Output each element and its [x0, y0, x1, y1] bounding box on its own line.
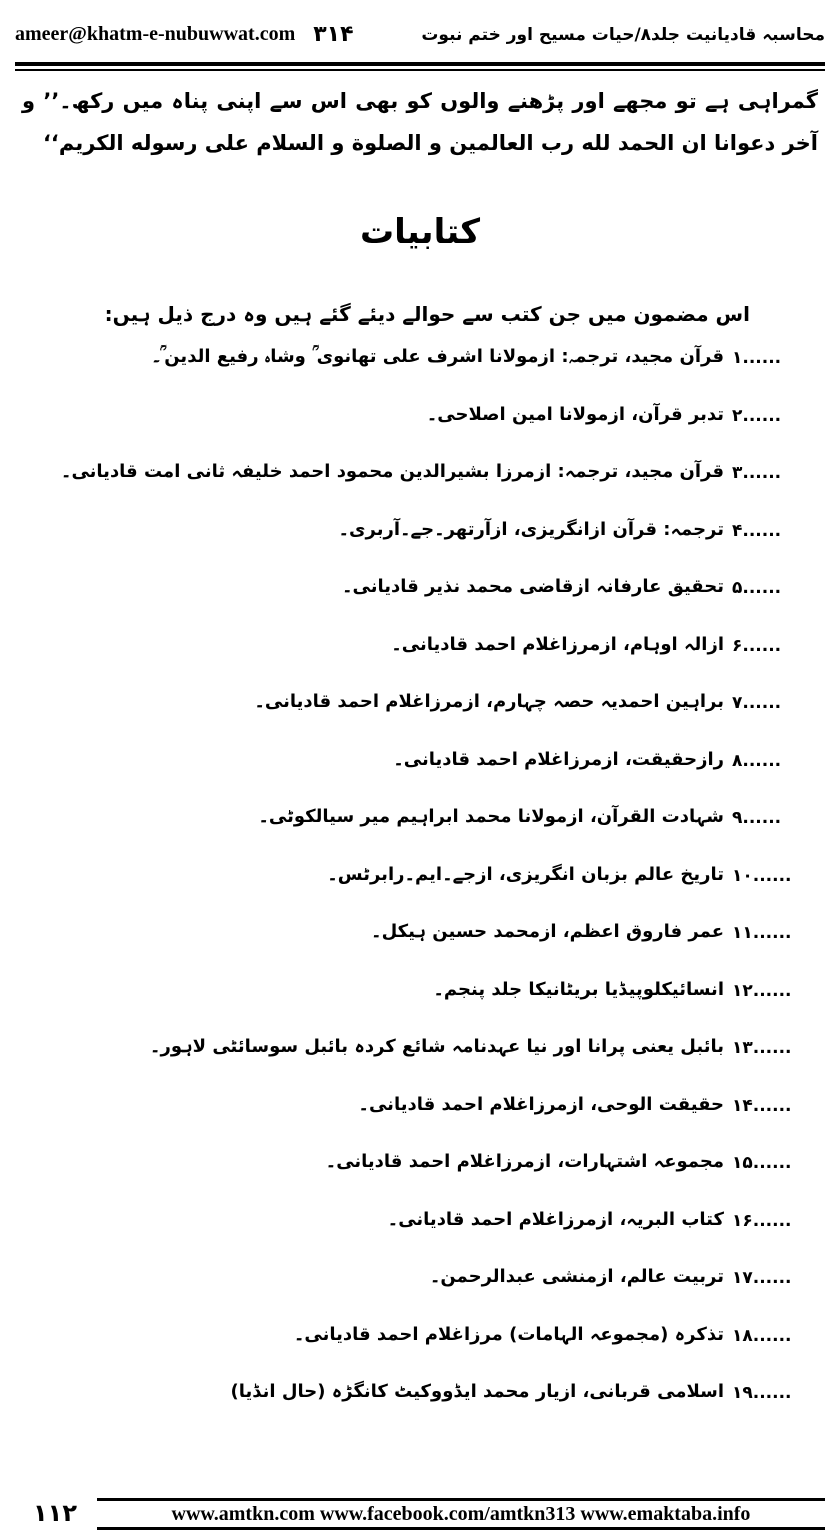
bibliography-item: [0, 400, 840, 440]
bibliography-item: [0, 1320, 840, 1360]
bibliography-item: [0, 802, 840, 842]
bibliography-item: [0, 1032, 840, 1072]
item-text: تاریخ عالم بزبان انگریزی، ازجے۔ایم۔رابرٹس۔: [327, 863, 724, 885]
item-text: کتاب البریہ، ازمرزاغلام احمد قادیانی۔: [387, 1208, 724, 1230]
item-number: ۵......: [732, 578, 782, 598]
item-text: انسائیکلوپیڈیا بریٹانیکا جلد پنجم۔: [433, 978, 724, 1000]
bibliography-item: [0, 572, 840, 612]
item-number: ۱۶......: [732, 1210, 792, 1231]
footer-page-number: ۱۱۲: [33, 1499, 77, 1527]
item-text: تدبر قرآن، ازمولانا امین اصلاحی۔: [426, 403, 724, 425]
footer-urls: www.amtkn.com www.facebook.com/amtkn313 www.emaktaba.info: [171, 1502, 751, 1525]
item-text: ازالہ اوہام، ازمرزاغلام احمد قادیانی۔: [391, 633, 724, 655]
item-number: ۱۲......: [732, 980, 792, 1001]
item-text: ترجمہ: قرآن ازانگریزی، ازآرتھر۔جے۔آربری۔: [338, 518, 724, 540]
footer-bar: [97, 1498, 825, 1530]
item-number: ۸......: [732, 750, 782, 771]
item-number: ۱۰......: [732, 865, 792, 886]
bibliography-item: [0, 1377, 840, 1417]
item-text: تربیت عالم، ازمنشی عبدالرحمن۔: [429, 1266, 724, 1287]
item-number: ۱......: [732, 348, 782, 368]
lead-sentence: اس مضمون میں جن کتب سے حوالے دیئے گئے ہیں وہ درج ذیل ہیں:: [104, 302, 750, 326]
bibliography-item: [0, 342, 840, 382]
item-number: ۱۳......: [732, 1038, 792, 1058]
bibliography-item: [0, 745, 840, 785]
item-text: عمر فاروق اعظم، ازمحمد حسین ہیکل۔: [371, 921, 724, 942]
header-rule-thin: [15, 69, 825, 71]
item-text: اسلامی قربانی، ازیار محمد ایڈووکیٹ کانگڑہ (حال انڈیا): [230, 1381, 724, 1402]
bibliography-item: [0, 687, 840, 727]
item-text: مجموعہ اشتہارات، ازمرزاغلام احمد قادیانی۔: [325, 1151, 724, 1172]
item-number: ۱۱......: [732, 923, 792, 943]
item-number: ۱۸......: [732, 1325, 792, 1346]
item-text: تحقیق عارفانہ ازقاضی محمد نذیر قادیانی۔: [341, 576, 724, 597]
bibliography-item: [0, 975, 840, 1015]
item-number: ۹......: [732, 808, 782, 828]
item-text: قرآن مجید، ترجمہ: ازمولانا اشرف علی تھانوی ؒ وشاہ رفیع الدین ؒ۔: [152, 346, 724, 367]
item-text: قرآن مجید، ترجمہ: ازمرزا بشیرالدین محمود احمد خلیفہ ثانی امت قادیانی۔: [60, 461, 724, 482]
header-title: محاسبہ قادیانیت جلد۸/حیات مسیح اور ختم نبوت: [421, 24, 825, 45]
section-heading: کتابیات: [360, 212, 480, 252]
item-number: ۱۴......: [732, 1095, 792, 1116]
item-number: ۲......: [732, 405, 782, 426]
header-page-number: ۳۱۴: [313, 21, 354, 47]
bibliography-item: [0, 1147, 840, 1187]
item-number: ۷......: [732, 693, 782, 713]
item-number: ۱۹......: [732, 1383, 792, 1403]
page-footer: [15, 1494, 825, 1534]
bibliography-item: [0, 1205, 840, 1245]
page-header: [15, 10, 825, 58]
item-text: شہادت القرآن، ازمولانا محمد ابراہیم میر سیالکوٹی۔: [258, 806, 724, 827]
item-text: حقیقت الوحی، ازمرزاغلام احمد قادیانی۔: [358, 1093, 724, 1115]
item-number: ۱۵......: [732, 1153, 792, 1173]
header-email: ameer@khatm-e-nubuwwat.com: [15, 22, 296, 45]
item-text: رازحقیقت، ازمرزاغلام احمد قادیانی۔: [393, 748, 724, 770]
header-left: [15, 22, 354, 47]
bibliography-item: [0, 515, 840, 555]
item-text: براہین احمدیہ حصہ چہارم، ازمرزاغلام احمد قادیانی۔: [254, 691, 724, 712]
header-rule-thick: [15, 62, 825, 66]
bibliography-item: [0, 1262, 840, 1302]
bibliography-item: [0, 457, 840, 497]
bibliography-item: [0, 1090, 840, 1130]
bibliography-item: [0, 917, 840, 957]
item-number: ۴......: [732, 520, 782, 541]
bibliography-item: [0, 860, 840, 900]
item-number: ۶......: [732, 635, 782, 656]
item-text: تذکرہ (مجموعہ الہامات) مرزاغلام احمد قادیانی۔: [293, 1323, 724, 1345]
intro-paragraph: گمراہی ہے تو مجھے اور پڑھنے والوں کو بھی اس سے اپنی پناہ میں رکھ۔’’ و آخر دعوانا ان الحمد لله رب العالمین و الصلوة و السلام علی رسوله الکریم‘‘: [22, 89, 818, 155]
item-text: بائبل یعنی پرانا اور نیا عہدنامہ شائع کردہ بائبل سوسائٹی لاہور۔: [149, 1036, 724, 1057]
item-number: ۳......: [732, 463, 782, 483]
bibliography-item: [0, 630, 840, 670]
item-number: ۱۷......: [732, 1268, 792, 1288]
